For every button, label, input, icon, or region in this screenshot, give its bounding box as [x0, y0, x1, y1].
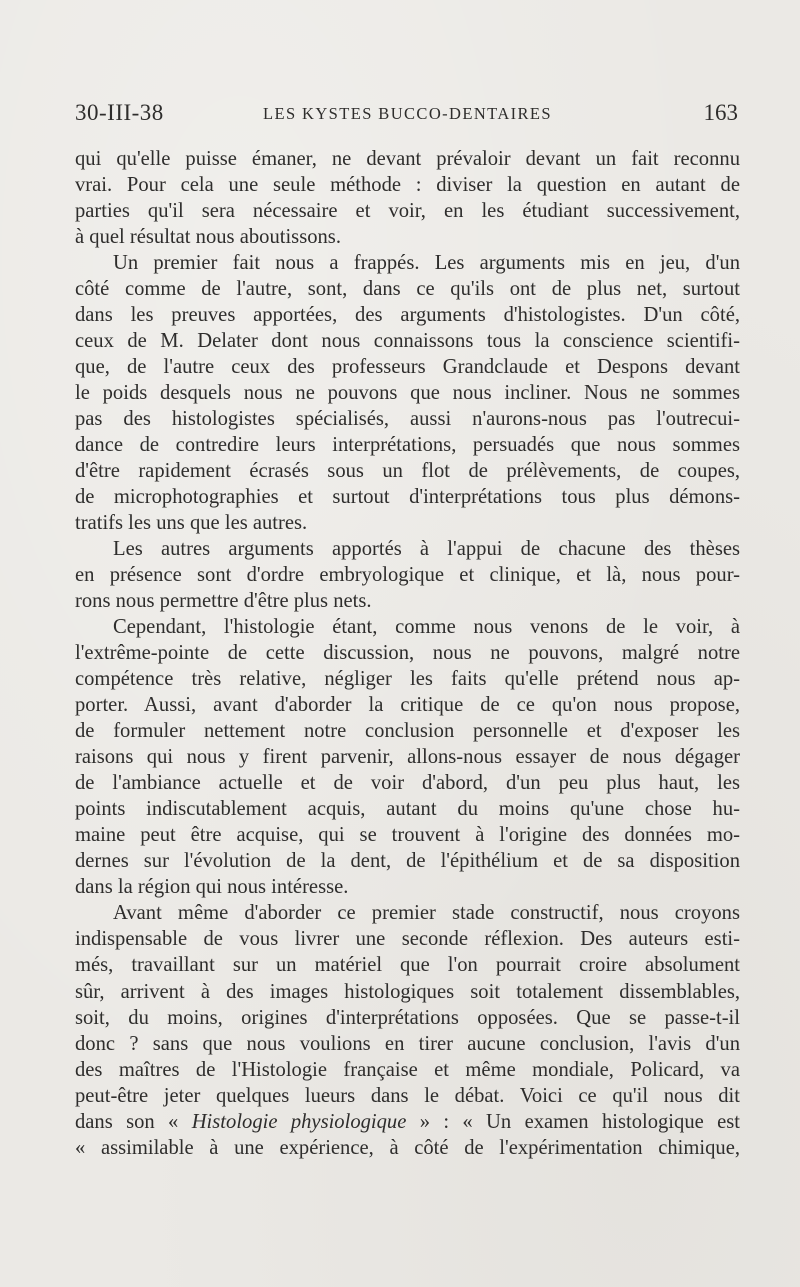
text-line: Les autres arguments apportés à l'appui de chacune des thèses — [113, 538, 740, 561]
text-line: dans les preuves apportées, des arguments d'histologistes. D'un côté, — [75, 304, 740, 327]
page-number: 163 — [703, 100, 738, 125]
text-line: d'être rapidement écrasés sous un flot de prélèvements, de coupes, — [75, 460, 740, 483]
text-line-with-book-title — [75, 1109, 740, 1135]
text-line: més, travaillant sur un matériel que l'on pourrait croire absolument — [75, 954, 740, 977]
text-line: ceux de M. Delater dont nous connaissons tous la conscience scientifi- — [75, 330, 740, 353]
text-line: dance de contredire leurs interprétations, persuadés que nous sommes — [75, 434, 740, 457]
text-line: vrai. Pour cela une seule méthode : diviser la question en autant de — [75, 174, 740, 197]
header-title: LES KYSTES BUCCO-DENTAIRES — [262, 104, 552, 123]
text-line: Cependant, l'histologie étant, comme nous venons de le voir, à — [113, 616, 740, 639]
text-line: Avant même d'aborder ce premier stade constructif, nous croyons — [113, 902, 740, 925]
text-before-title: dans son « — [75, 1110, 192, 1133]
text-after-title: » : « Un examen histologique est — [406, 1110, 740, 1133]
text-line: qui qu'elle puisse émaner, ne devant prévaloir devant un fait reconnu — [75, 148, 740, 170]
text-line: tratifs les uns que les autres. — [75, 512, 308, 535]
header-date: 30-III-38 — [75, 100, 164, 125]
text-line: porter. Aussi, avant d'aborder la critique de ce qu'on nous propose, — [75, 694, 740, 717]
text-line: Un premier fait nous a frappés. Les arguments mis en jeu, d'un — [113, 252, 740, 275]
text-line: indispensable de vous livrer une seconde réflexion. Des auteurs esti- — [75, 928, 740, 951]
book-title: Histologie physiologique — [191, 1110, 407, 1133]
text-line: « assimilable à une expérience, à côté de l'expérimentation chimique, — [75, 1136, 740, 1159]
text-line: à quel résultat nous aboutissons. — [75, 226, 341, 249]
text-line: raisons qui nous y firent parvenir, allons-nous essayer de nous dégager — [75, 746, 740, 769]
text-line: compétence très relative, négliger les faits qu'elle prétend nous ap- — [75, 668, 740, 691]
running-head — [75, 100, 740, 130]
text-line: en présence sont d'ordre embryologique et clinique, et là, nous pour- — [75, 564, 740, 587]
text-line: côté comme de l'autre, sont, dans ce qu'ils ont de plus net, surtout — [75, 278, 740, 301]
text-line: de l'ambiance actuelle et de voir d'abord, d'un peu plus haut, les — [75, 772, 740, 795]
text-line: de formuler nettement notre conclusion personnelle et d'exposer les — [75, 720, 740, 743]
text-line: parties qu'il sera nécessaire et voir, en les étudiant successivement, — [75, 200, 740, 223]
text-line: donc ? sans que nous voulions en tirer aucune conclusion, l'avis d'un — [75, 1032, 740, 1055]
text-line: sûr, arrivent à des images histologiques soit totalement dissemblables, — [75, 980, 740, 1003]
text-line: de microphotographies et surtout d'interprétations tous plus démons- — [75, 486, 740, 509]
text-line: des maîtres de l'Histologie française et même mondiale, Policard, va — [75, 1058, 740, 1081]
text-line: l'extrême-pointe de cette discussion, nous ne pouvons, malgré notre — [75, 642, 740, 665]
body-text — [75, 146, 740, 1161]
text-line: points indiscutablement acquis, autant du moins qu'une chose hu- — [75, 798, 740, 821]
text-line: maine peut être acquise, qui se trouvent à l'origine des données mo- — [75, 824, 740, 847]
text-line: dernes sur l'évolution de la dent, de l'épithélium et de sa disposition — [75, 850, 740, 873]
text-line: dans la région qui nous intéresse. — [75, 876, 349, 899]
text-line: peut-être jeter quelques lueurs dans le débat. Voici ce qu'il nous dit — [75, 1084, 740, 1107]
text-line: rons nous permettre d'être plus nets. — [75, 590, 372, 613]
text-line: le poids desquels nous ne pouvons que nous incliner. Nous ne sommes — [75, 382, 740, 405]
text-line: pas des histologistes spécialisés, aussi n'aurons-nous pas l'outrecui- — [75, 408, 740, 431]
text-line: que, de l'autre ceux des professeurs Grandclaude et Despons devant — [75, 356, 740, 379]
text-line: soit, du moins, origines d'interprétations opposées. Que se passe-t-il — [75, 1006, 740, 1029]
